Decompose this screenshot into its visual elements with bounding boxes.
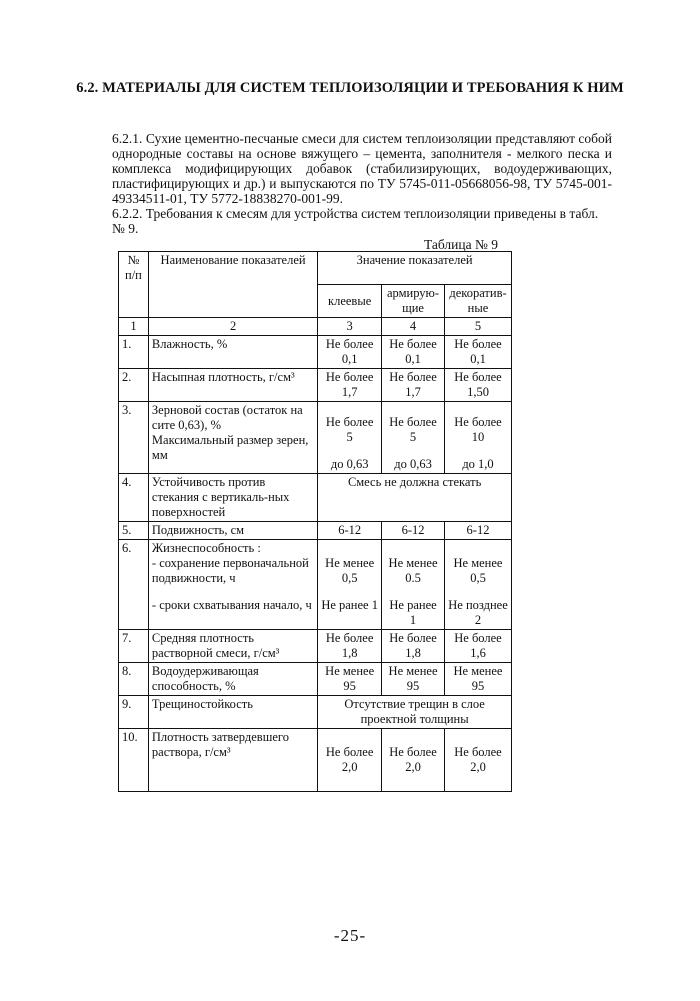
row-name: Насыпная плотность, г/см³ bbox=[148, 369, 317, 402]
header-values: Значение показателей bbox=[318, 252, 512, 285]
table-row bbox=[119, 522, 512, 540]
value-cell: Не более 1,8 bbox=[318, 630, 382, 663]
table-row bbox=[119, 369, 512, 402]
requirements-table bbox=[118, 251, 512, 792]
row-name: Влажность, % bbox=[148, 336, 317, 369]
row-name: Подвижность, см bbox=[148, 522, 317, 540]
row-name: Устойчивость против стекания с вертикаль-ных поверхностей bbox=[148, 474, 317, 522]
value-cell bbox=[382, 540, 445, 630]
value-part: до 0,63 bbox=[330, 457, 369, 471]
value-part: Не более 5 bbox=[389, 415, 437, 444]
table-row bbox=[119, 474, 512, 522]
row-name bbox=[148, 402, 317, 474]
row-number: 6. bbox=[119, 540, 149, 630]
table-row bbox=[119, 729, 512, 792]
table-caption: Таблица № 9 bbox=[424, 237, 498, 252]
row-name: Средняя плотность растворной смеси, г/см³ bbox=[148, 630, 317, 663]
value-cell: Не более 1,6 bbox=[445, 630, 512, 663]
value-part: Не менее 0,5 bbox=[453, 556, 503, 585]
table-row bbox=[119, 696, 512, 729]
row-name-part: - сохранение первоначальной подвижности, ч bbox=[151, 556, 309, 585]
header-col-reinforcing: армирую-щие bbox=[382, 285, 445, 318]
index-cell: 1 bbox=[119, 318, 149, 336]
section-heading: 6.2. МАТЕРИАЛЫ ДЛЯ СИСТЕМ ТЕПЛОИЗОЛЯЦИИ И ТРЕБОВАНИЯ К НИМ bbox=[76, 80, 624, 96]
value-cell: Не более 1,7 bbox=[318, 369, 382, 402]
value-cell: Не более 0,1 bbox=[318, 336, 382, 369]
row-name bbox=[148, 540, 317, 630]
value-cell-merged: Смесь не должна стекать bbox=[318, 474, 512, 522]
value-cell: Не менее 95 bbox=[445, 663, 512, 696]
header-col-decorative: декоратив-ные bbox=[445, 285, 512, 318]
value-cell: Не более 1,7 bbox=[382, 369, 445, 402]
table-row bbox=[119, 402, 512, 474]
row-number: 9. bbox=[119, 696, 149, 729]
value-part: Не менее 0,5 bbox=[325, 556, 375, 585]
value-cell: Не более 2,0 bbox=[318, 729, 382, 792]
value-part: Не менее 0.5 bbox=[388, 556, 438, 585]
row-name-part: Зерновой состав (остаток на сите 0,63), % bbox=[151, 403, 303, 432]
value-cell bbox=[445, 540, 512, 630]
header-name: Наименование показателей bbox=[148, 252, 317, 318]
row-number: 4. bbox=[119, 474, 149, 522]
value-cell: Не более 0,1 bbox=[382, 336, 445, 369]
value-cell bbox=[445, 402, 512, 474]
value-cell-merged: Отсутствие трещин в слое проектной толщины bbox=[318, 696, 512, 729]
value-cell bbox=[318, 402, 382, 474]
value-part: Не позднее 2 bbox=[448, 598, 508, 627]
table-row bbox=[119, 336, 512, 369]
header-num: № п/п bbox=[119, 252, 149, 318]
index-cell: 3 bbox=[318, 318, 382, 336]
table-row bbox=[119, 663, 512, 696]
header-col-glue: клеевые bbox=[318, 285, 382, 318]
index-cell: 2 bbox=[148, 318, 317, 336]
value-cell bbox=[318, 540, 382, 630]
value-cell: Не более 2,0 bbox=[382, 729, 445, 792]
value-cell: Не более 0,1 bbox=[445, 336, 512, 369]
paragraph-6-2-2: 6.2.2. Требования к смесям для устройства систем теплоизоляции приведены в табл. № 9. bbox=[112, 206, 599, 236]
row-name-part: Максимальный размер зерен, мм bbox=[151, 433, 309, 462]
value-cell: Не более 2,0 bbox=[445, 729, 512, 792]
value-cell bbox=[382, 402, 445, 474]
value-cell: Не менее 95 bbox=[382, 663, 445, 696]
value-cell: 6-12 bbox=[445, 522, 512, 540]
row-name: Трещиностойкость bbox=[148, 696, 317, 729]
row-name: Плотность затвердевшего раствора, г/см³ bbox=[148, 729, 317, 792]
page-number: -25- bbox=[333, 926, 367, 945]
row-number: 1. bbox=[119, 336, 149, 369]
row-name-part: - сроки схватывания начало, ч bbox=[151, 598, 312, 612]
paragraph-6-2-1: 6.2.1. Сухие цементно-песчаные смеси для систем теплоизоляции представляют собой однородные составы на основе вяжущего – цемента, заполнителя - мелкого песка и комплекса модифицирующих добавок (стабилизирующих, водоудерживающих, пластифицирующих и др.) и выпускаются по ТУ 5745-011-05668056-98, ТУ 5745-001-49334511-01, ТУ 5772-18838270-001-99. bbox=[112, 131, 612, 206]
row-name: Водоудерживающая способность, % bbox=[148, 663, 317, 696]
table-header-row bbox=[119, 252, 512, 285]
value-part: Не более 10 bbox=[454, 415, 502, 444]
value-cell: 6-12 bbox=[318, 522, 382, 540]
row-number: 10. bbox=[119, 729, 149, 792]
value-cell: Не менее 95 bbox=[318, 663, 382, 696]
index-cell: 4 bbox=[382, 318, 445, 336]
value-part: Не ранее 1 bbox=[321, 598, 378, 612]
value-part: Не более 5 bbox=[325, 415, 374, 444]
value-cell: 6-12 bbox=[382, 522, 445, 540]
row-number: 8. bbox=[119, 663, 149, 696]
row-number: 5. bbox=[119, 522, 149, 540]
table-row bbox=[119, 630, 512, 663]
row-number: 7. bbox=[119, 630, 149, 663]
row-number: 2. bbox=[119, 369, 149, 402]
table-row bbox=[119, 540, 512, 630]
value-part: Не ранее 1 bbox=[389, 598, 437, 627]
body-text bbox=[112, 131, 612, 236]
value-cell: Не более 1,8 bbox=[382, 630, 445, 663]
row-name-part: Жизнеспособность : bbox=[151, 541, 261, 555]
row-number: 3. bbox=[119, 402, 149, 474]
value-part: до 1,0 bbox=[462, 457, 494, 471]
value-cell: Не более 1,50 bbox=[445, 369, 512, 402]
value-part: до 0,63 bbox=[394, 457, 432, 471]
index-cell: 5 bbox=[445, 318, 512, 336]
table-index-row bbox=[119, 318, 512, 336]
